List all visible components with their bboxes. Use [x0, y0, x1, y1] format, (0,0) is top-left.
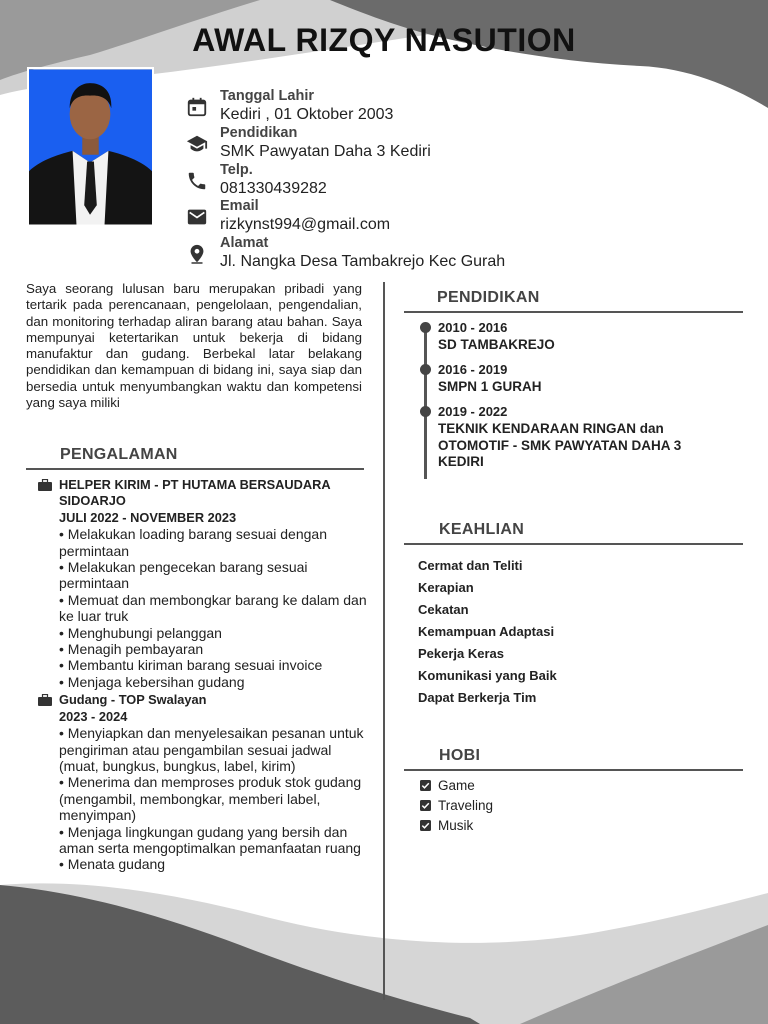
- contact-phone: [186, 162, 586, 199]
- profile-photo: [27, 67, 154, 227]
- job-title: HELPER KIRIM - PT HUTAMA BERSAUDARA SIDOARJO: [59, 477, 331, 509]
- location-pin-icon: [186, 243, 208, 265]
- hobby-item: [420, 818, 473, 833]
- education-school: TEKNIK KENDARAAN RINGAN dan OTOMOTIF - SMK PAWYATAN DAHA 3 KEDIRI: [438, 420, 682, 470]
- profile-summary: Saya seorang lulusan baru merupakan pribadi yang tertarik pada perencanaan, pengelolaan, pengendalian, dan monitoring terhadap aliran barang atau bahan. Saya mempunyai ketertarikan untuk bekerja di bidang manufaktur dan gudang. Berbekal latar belakang pendidikan dan kemampuan di bidang ini, saya siap dan bersedia untuk menyumbangkan waktu dan kompetensi yang saya miliki: [26, 281, 362, 411]
- timeline-dot: [420, 364, 431, 375]
- job-entry: [38, 692, 368, 872]
- contact-education: [186, 125, 586, 162]
- hobby-label: Traveling: [438, 798, 494, 813]
- skill-item: Cermat dan Teliti: [418, 558, 523, 573]
- briefcase-icon: [38, 694, 52, 706]
- checkbox-icon: [420, 820, 431, 831]
- hobby-item: [420, 778, 475, 793]
- education-entry: [438, 362, 728, 396]
- education-years: 2010 - 2016: [438, 320, 508, 335]
- contact-birth: [186, 88, 586, 125]
- job-duty: • Menjaga kebersihan gudang: [59, 673, 245, 690]
- contact-address: [186, 235, 586, 272]
- job-date: JULI 2022 - NOVEMBER 2023: [59, 509, 237, 525]
- skill-item: Cekatan: [418, 602, 469, 617]
- job-duty: • Memuat dan membongkar barang ke dalam dan ke luar truk: [59, 591, 367, 625]
- checkbox-icon: [420, 800, 431, 811]
- phone-icon: [186, 170, 208, 192]
- job-duty: • Menagih pembayaran: [59, 641, 204, 658]
- contact-value: 081330439282: [220, 179, 327, 197]
- contact-label: Pendidikan: [220, 124, 298, 141]
- contact-label: Alamat: [220, 235, 269, 252]
- job-duty: • Menerima dan memproses produk stok gudang (mengambil, membongkar, memberi label, menyimpan): [59, 774, 362, 824]
- job-date: 2023 - 2024: [59, 708, 128, 724]
- skill-item: Kerapian: [418, 580, 474, 595]
- job-title: Gudang - TOP Swalayan: [59, 692, 207, 708]
- education-entry: [438, 320, 728, 354]
- column-divider: [383, 282, 385, 1000]
- contact-value: rizkynst994@gmail.com: [220, 216, 391, 234]
- job-duty: • Menghubungi pelanggan: [59, 624, 222, 641]
- education-school: SMPN 1 GURAH: [438, 378, 542, 394]
- email-icon: [186, 206, 208, 228]
- hobby-label: Game: [438, 778, 475, 793]
- skills-title: KEAHLIAN: [439, 521, 525, 538]
- job-duty: • Menyiapkan dan menyelesaikan pesanan untuk pengiriman atau pengambilan sesuai jadwal (muat, bungkus, bungkus, label, kirim): [59, 725, 364, 774]
- skills-divider: [404, 543, 743, 545]
- skill-item: Kemampuan Adaptasi: [418, 624, 555, 639]
- education-title: PENDIDIKAN: [437, 289, 540, 306]
- briefcase-icon: [38, 479, 52, 491]
- full-name: AWAL RIZQY NASUTION: [192, 22, 576, 58]
- education-divider: [404, 311, 743, 313]
- experience-list: [38, 477, 368, 875]
- graduation-cap-icon: [186, 133, 208, 155]
- contact-info: [186, 88, 586, 272]
- hobbies-divider: [404, 769, 743, 771]
- education-years: 2016 - 2019: [438, 362, 508, 377]
- contact-value: Jl. Nangka Desa Tambakrejo Kec Gurah: [220, 253, 506, 271]
- contact-value: Kediri , 01 Oktober 2003: [220, 106, 394, 123]
- hobby-label: Musik: [438, 818, 474, 833]
- job-duty: • Melakukan loading barang sesuai dengan permintaan: [59, 526, 327, 559]
- job-duty: • Menata gudang: [59, 856, 166, 873]
- hobbies-title: HOBI: [439, 747, 481, 764]
- experience-divider: [26, 468, 364, 470]
- skill-item: Pekerja Keras: [418, 646, 505, 661]
- job-entry: [38, 477, 368, 690]
- job-duty: • Membantu kiriman barang sesuai invoice: [59, 657, 323, 674]
- job-duty: • Menjaga lingkungan gudang yang bersih dan aman serta mengoptimalkan pemanfaatan ruang: [59, 823, 361, 856]
- checkbox-icon: [420, 780, 431, 791]
- job-duty: • Melakukan pengecekan barang sesuai permintaan: [59, 559, 308, 592]
- contact-label: Tanggal Lahir: [220, 88, 314, 104]
- education-timeline: [424, 327, 427, 479]
- hobby-item: [420, 798, 493, 813]
- skill-item: Komunikasi yang Baik: [418, 668, 557, 683]
- skill-item: Dapat Berkerja Tim: [418, 690, 537, 705]
- contact-label: Telp.: [220, 161, 253, 178]
- timeline-dot: [420, 406, 431, 417]
- calendar-icon: [186, 96, 208, 118]
- contact-label: Email: [220, 198, 259, 215]
- contact-email: [186, 198, 586, 235]
- contact-value: SMK Pawyatan Daha 3 Kediri: [220, 142, 431, 160]
- timeline-dot: [420, 322, 431, 333]
- education-entry: [438, 404, 728, 471]
- education-years: 2019 - 2022: [438, 404, 508, 419]
- education-school: SD TAMBAKREJO: [438, 336, 555, 352]
- experience-title: PENGALAMAN: [60, 446, 178, 463]
